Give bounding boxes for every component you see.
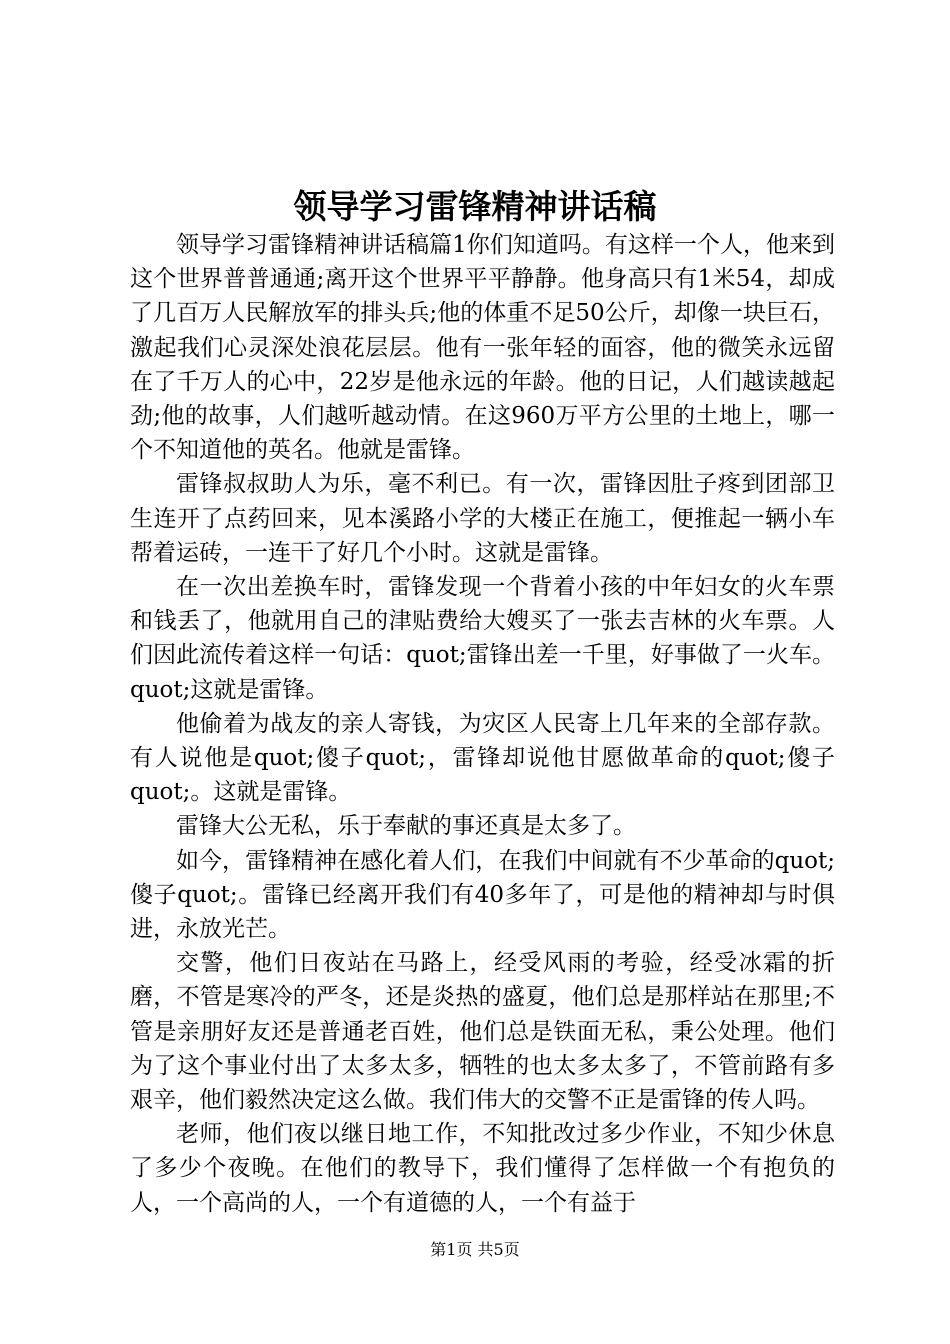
paragraph: 领导学习雷锋精神讲话稿篇1你们知道吗。有这样一个人，他来到这个世界普普通通;离开这个世界平平静静。他身高只有1米54，却成了几百万人民解放军的排头兵;他的体重不足50公斤，却像一块巨石，激起我们心灵深处浪花层层。他有一张年轻的面容，他的微笑永远留在了千万人的心中，22岁是他永远的年龄。他的日记，人们越读越起劲;他的故事，人们越听越动情。在这960万平方公里的土地上，哪一个不知道他的英名。他就是雷锋。: [130, 232, 835, 464]
paragraph: 交警，他们日夜站在马路上，经受风雨的考验，经受冰霜的折磨，不管是寒冷的严冬，还是炎热的盛夏，他们总是那样站在那里;不管是亲朋好友还是普通老百姓，他们总是铁面无私，秉公处理。他们为了这个事业付出了太多太多，牺牲的也太多太多了，不管前路有多艰辛，他们毅然决定这么做。我们伟大的交警不正是雷锋的传人吗。: [130, 950, 835, 1114]
document-title: 领导学习雷锋精神讲话稿: [293, 187, 657, 226]
paragraph: 如今，雷锋精神在感化着人们，在我们中间就有不少革命的quot;傻子quot;。雷锋已经离开我们有40多年了，可是他的精神却与时俱进，永放光芒。: [130, 847, 835, 943]
paragraph: 老师，他们夜以继日地工作，不知批改过多少作业，不知少休息了多少个夜晚。在他们的教导下，我们懂得了怎样做一个有抱负的人，一个高尚的人，一个有道德的人，一个有益于: [130, 1121, 835, 1216]
paragraph: 在一次出差换车时，雷锋发现一个背着小孩的中年妇女的火车票和钱丢了，他就用自己的津贴费给大嫂买了一张去吉林的火车票。人们因此流传着这样一句话：quot;雷锋出差一千里，好事做了一火车。quot;这就是雷锋。: [130, 574, 835, 703]
paragraph: 雷锋叔叔助人为乐，毫不利已。有一次，雷锋因肚子疼到团部卫生连开了点药回来，见本溪路小学的大楼正在施工，便推起一辆小车帮着运砖，一连干了好几个小时。这就是雷锋。: [130, 471, 835, 566]
paragraph: 他偷着为战友的亲人寄钱，为灾区人民寄上几年来的全部存款。有人说他是quot;傻子quot;，雷锋却说他甘愿做革命的quot;傻子quot;。这就是雷锋。: [130, 710, 835, 806]
paragraph: 雷锋大公无私，乐于奉献的事还真是太多了。: [176, 813, 636, 840]
document-body: [130, 228, 835, 1220]
page-number-footer: 第1页 共5页: [430, 1240, 520, 1259]
